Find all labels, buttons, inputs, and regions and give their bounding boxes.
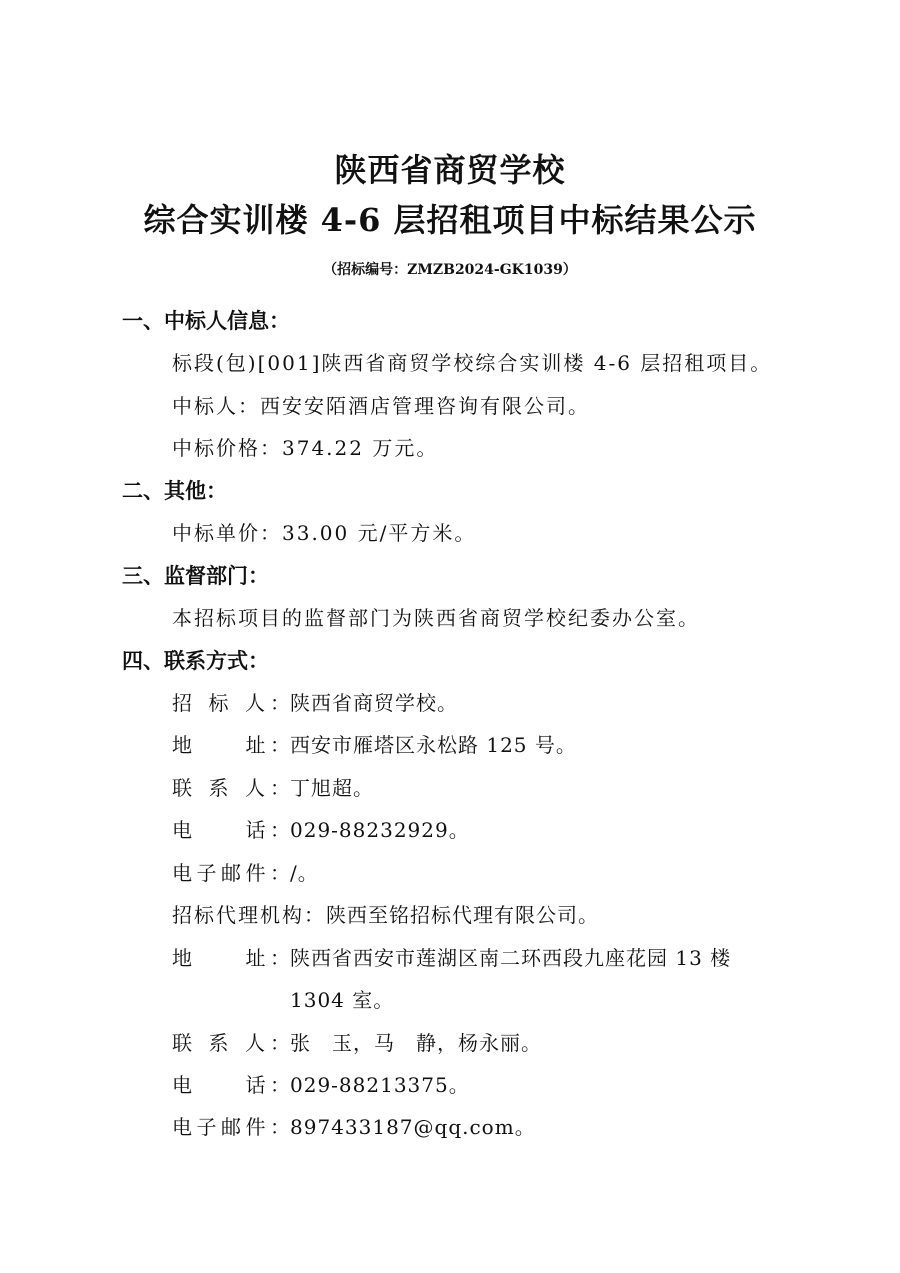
document-subtitle: 综合实训楼 4-6 层招租项目中标结果公示 <box>143 201 757 239</box>
agency-contact-value: 张 玉，马 静，杨永丽。 <box>290 1031 542 1055</box>
agency-email-row <box>172 1111 536 1140</box>
tenderer-email-label: 电子邮件： <box>172 861 290 885</box>
tenderer-label: 招 标 人： <box>172 691 290 715</box>
section-heading-contact: 四、联系方式： <box>122 648 269 673</box>
tenderer-address-value: 西安市雁塔区永松路 125 号。 <box>290 733 577 757</box>
section-heading-winner-info: 一、中标人信息： <box>122 308 290 333</box>
tenderer-email-value: /。 <box>290 861 319 885</box>
agency-address-continuation: 1304 室。 <box>290 988 395 1012</box>
agency-row <box>172 899 599 928</box>
document-title: 陕西省商贸学校 <box>334 151 566 189</box>
agency-address-row <box>172 942 731 971</box>
agency-contact-row <box>172 1027 542 1056</box>
agency-value: 陕西至铭招标代理有限公司。 <box>326 903 599 927</box>
tenderer-phone-value: 029-88232929。 <box>290 818 470 842</box>
tenderer-contact-value: 丁旭超。 <box>290 776 374 800</box>
lot-text: 标段(包)[001]陕西省商贸学校综合实训楼 4-6 层招租项目。 <box>172 351 773 375</box>
winning-price-text: 中标价格：374.22 万元。 <box>172 436 439 460</box>
agency-address-label: 地 址： <box>172 946 290 970</box>
winner-text: 中标人：西安安陌酒店管理咨询有限公司。 <box>172 394 590 418</box>
tenderer-row <box>172 687 458 716</box>
tenderer-address-label: 地 址： <box>172 733 290 757</box>
tenderer-phone-label: 电 话： <box>172 818 290 842</box>
agency-contact-label: 联 系 人： <box>172 1031 290 1055</box>
tenderer-value: 陕西省商贸学校。 <box>290 691 458 715</box>
supervision-text: 本招标项目的监督部门为陕西省商贸学校纪委办公室。 <box>172 606 700 630</box>
tender-number: （招标编号：ZMZB2024-GK1039） <box>323 262 577 278</box>
tenderer-email-row <box>172 857 319 886</box>
agency-address-value: 陕西省西安市莲湖区南二环西段九座花园 13 楼 <box>290 946 732 970</box>
agency-phone-label: 电 话： <box>172 1073 290 1097</box>
section-heading-other: 二、其他： <box>122 478 227 503</box>
agency-phone-row <box>172 1069 470 1098</box>
agency-label: 招标代理机构： <box>172 903 326 927</box>
agency-phone-value: 029-88213375。 <box>290 1073 470 1097</box>
agency-email-value: 897433187@qq.com。 <box>290 1115 536 1139</box>
unit-price-text: 中标单价：33.00 元/平方米。 <box>172 521 477 545</box>
tenderer-contact-row <box>172 772 374 801</box>
agency-email-label: 电子邮件： <box>172 1115 290 1139</box>
tenderer-address-row <box>172 729 577 758</box>
tenderer-phone-row <box>172 814 470 843</box>
tenderer-contact-label: 联 系 人： <box>172 776 290 800</box>
section-heading-supervision: 三、监督部门： <box>122 563 269 588</box>
